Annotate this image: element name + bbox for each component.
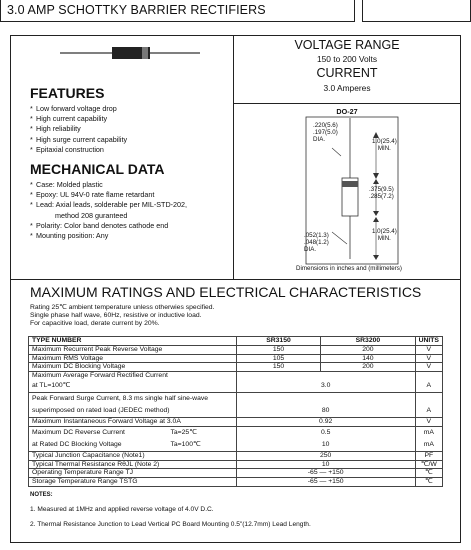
package-cathode-band [342,181,358,187]
param-cell: Maximum Recurrent Peak Reverse Voltage [29,345,237,354]
header-title-box [0,0,355,22]
param-cell: Operating Temperature Range TJ [29,469,237,478]
table-header-row [29,337,443,346]
list-item: * Lead: Axial leads, solderable per MIL-STD-202, [30,200,188,210]
table-row [29,405,443,418]
column-header: UNITS [415,337,442,346]
unit-cell: V [415,345,442,354]
value-cell: -65 — +150 [236,478,415,487]
value-cell: 10 [236,439,415,452]
unit-cell: A [415,380,442,393]
current-title: CURRENT [316,66,378,80]
voltage-range-value: 150 to 200 Volts [316,54,378,64]
list-item: method 208 guranteed [55,210,128,220]
param-cell: Maximum Instantaneous Forward Voltage at 3.0A [29,417,237,426]
notes-title: NOTES: [30,492,53,498]
value-cell: 150 [236,363,320,372]
table-row [29,417,443,426]
table-row [29,439,443,452]
unit-cell [415,392,442,405]
unit-cell [415,372,442,380]
value-cell: 150 [236,345,320,354]
footnote-1: 1. Measured at 1MHz and applied reverse voltage of 4.0V D.C. [30,506,214,513]
param-cell: at TL=100℃ [29,380,237,393]
unit-cell: A [415,405,442,418]
unit-cell: mA [415,426,442,439]
dim-bottom-lead-length: 1.0(25.4) MIN. [372,228,397,242]
unit-cell: ℃ [415,469,442,478]
list-item: * Mounting position: Any [30,231,109,241]
value-cell: 140 [321,354,415,363]
param-cell: at Rated DC Blocking Voltage Ta=100℃ [29,439,237,452]
param-cell: Storage Temperature Range TSTG [29,478,237,487]
param-cell: Typical Thermal Resistance RθJL (Note 2) [29,460,237,469]
list-item: * Case: Molded plastic [30,180,103,189]
table-row [29,380,443,393]
param-cell: Maximum RMS Voltage [29,354,237,363]
footnote-2: 2. Thermal Resistance Junction to Lead Vertical PC Board Mounting 0.5"(12.7mm) Lead Length. [30,521,311,528]
dim-body-length: .375(9.5) .285(7.2) [369,186,394,200]
column-header: SR3150 [236,337,320,346]
column-header: TYPE NUMBER [29,337,237,346]
table-row [29,469,443,478]
unit-cell: PF [415,451,442,460]
list-item: * Epitaxial construction [30,144,104,154]
value-cell: 200 [321,363,415,372]
mechanical-list [30,180,187,241]
param-cell: superimposed on rated load (JEDEC method) [29,405,237,418]
table-row [29,372,443,380]
value-cell: 200 [321,345,415,354]
value-cell: 0.92 [236,417,415,426]
ratings-table [28,336,443,487]
package-outline-drawing [233,104,461,279]
param-cell: Maximum Average Forward Rectified Current [29,372,237,380]
table-row [29,426,443,439]
diode-image [60,45,200,61]
table-row [29,451,443,460]
list-item: * Low forward voltage drop [30,104,117,113]
unit-cell: mA [415,439,442,452]
list-item: * Epoxy: UL 94V-0 rate flame retardant [30,190,155,200]
dimension-footer: Dimensions in inches and (millimeters) [296,265,402,272]
dim-wire-diameter: .052(1.3) .048(1.2) DIA. [304,232,329,253]
voltage-range-title: VOLTAGE RANGE [294,38,400,52]
table-row [29,345,443,354]
value-cell: 105 [236,354,320,363]
value-cell: 250 [236,451,415,460]
table-row [29,354,443,363]
unit-cell: ℃ [415,478,442,487]
diode-cathode-band [142,47,148,59]
table-row [29,460,443,469]
table-row [29,392,443,405]
value-cell: 10 [236,460,415,469]
list-item: * High current capability [30,114,108,124]
mechanical-heading: MECHANICAL DATA [30,161,165,177]
value-cell: 3.0 [236,380,415,393]
list-item: * Polarity: Color band denotes cathode end [30,220,169,230]
param-cell: Peak Forward Surge Current, 8.3 ms single half sine-wave [29,392,237,405]
value-cell [236,372,415,380]
unit-cell: V [415,363,442,372]
param-cell: Maximum DC Reverse Current Ta=25℃ [29,426,237,439]
ratings-conditions: Rating 25℃ ambient temperature unless otherwies specified. Single phase half wave, 60Hz, resistive or inductive load. For capacitive load, derate current by 20%. [30,304,215,327]
dim-lead-diameter: .220(5.6) .197(5.0) DIA. [313,122,338,143]
table-row [29,363,443,372]
unit-cell: ℃/W [415,460,442,469]
features-list [30,104,127,155]
ratings-heading: MAXIMUM RATINGS AND ELECTRICAL CHARACTERISTICS [30,284,422,300]
header-blank-box [362,0,471,22]
section-divider [10,279,461,280]
value-cell: 80 [236,405,415,418]
table-row [29,478,443,487]
value-cell: 0.5 [236,426,415,439]
list-item: * High reliability [30,124,81,134]
value-cell: -65 — +150 [236,469,415,478]
value-cell [236,392,415,405]
dim-top-lead-length: 1.0(25.4) MIN. [372,138,397,152]
column-header: SR3200 [321,337,415,346]
document-title: 3.0 AMP SCHOTTKY BARRIER RECTIFIERS [7,3,266,17]
package-name: DO-27 [336,107,358,116]
list-item: * High surge current capability [30,134,128,144]
features-heading: FEATURES [30,85,105,101]
unit-cell: V [415,354,442,363]
current-value: 3.0 Amperes [323,83,371,93]
param-cell: Typical Junction Capacitance (Note1) [29,451,237,460]
param-cell: Maximum DC Blocking Voltage [29,363,237,372]
unit-cell: V [415,417,442,426]
